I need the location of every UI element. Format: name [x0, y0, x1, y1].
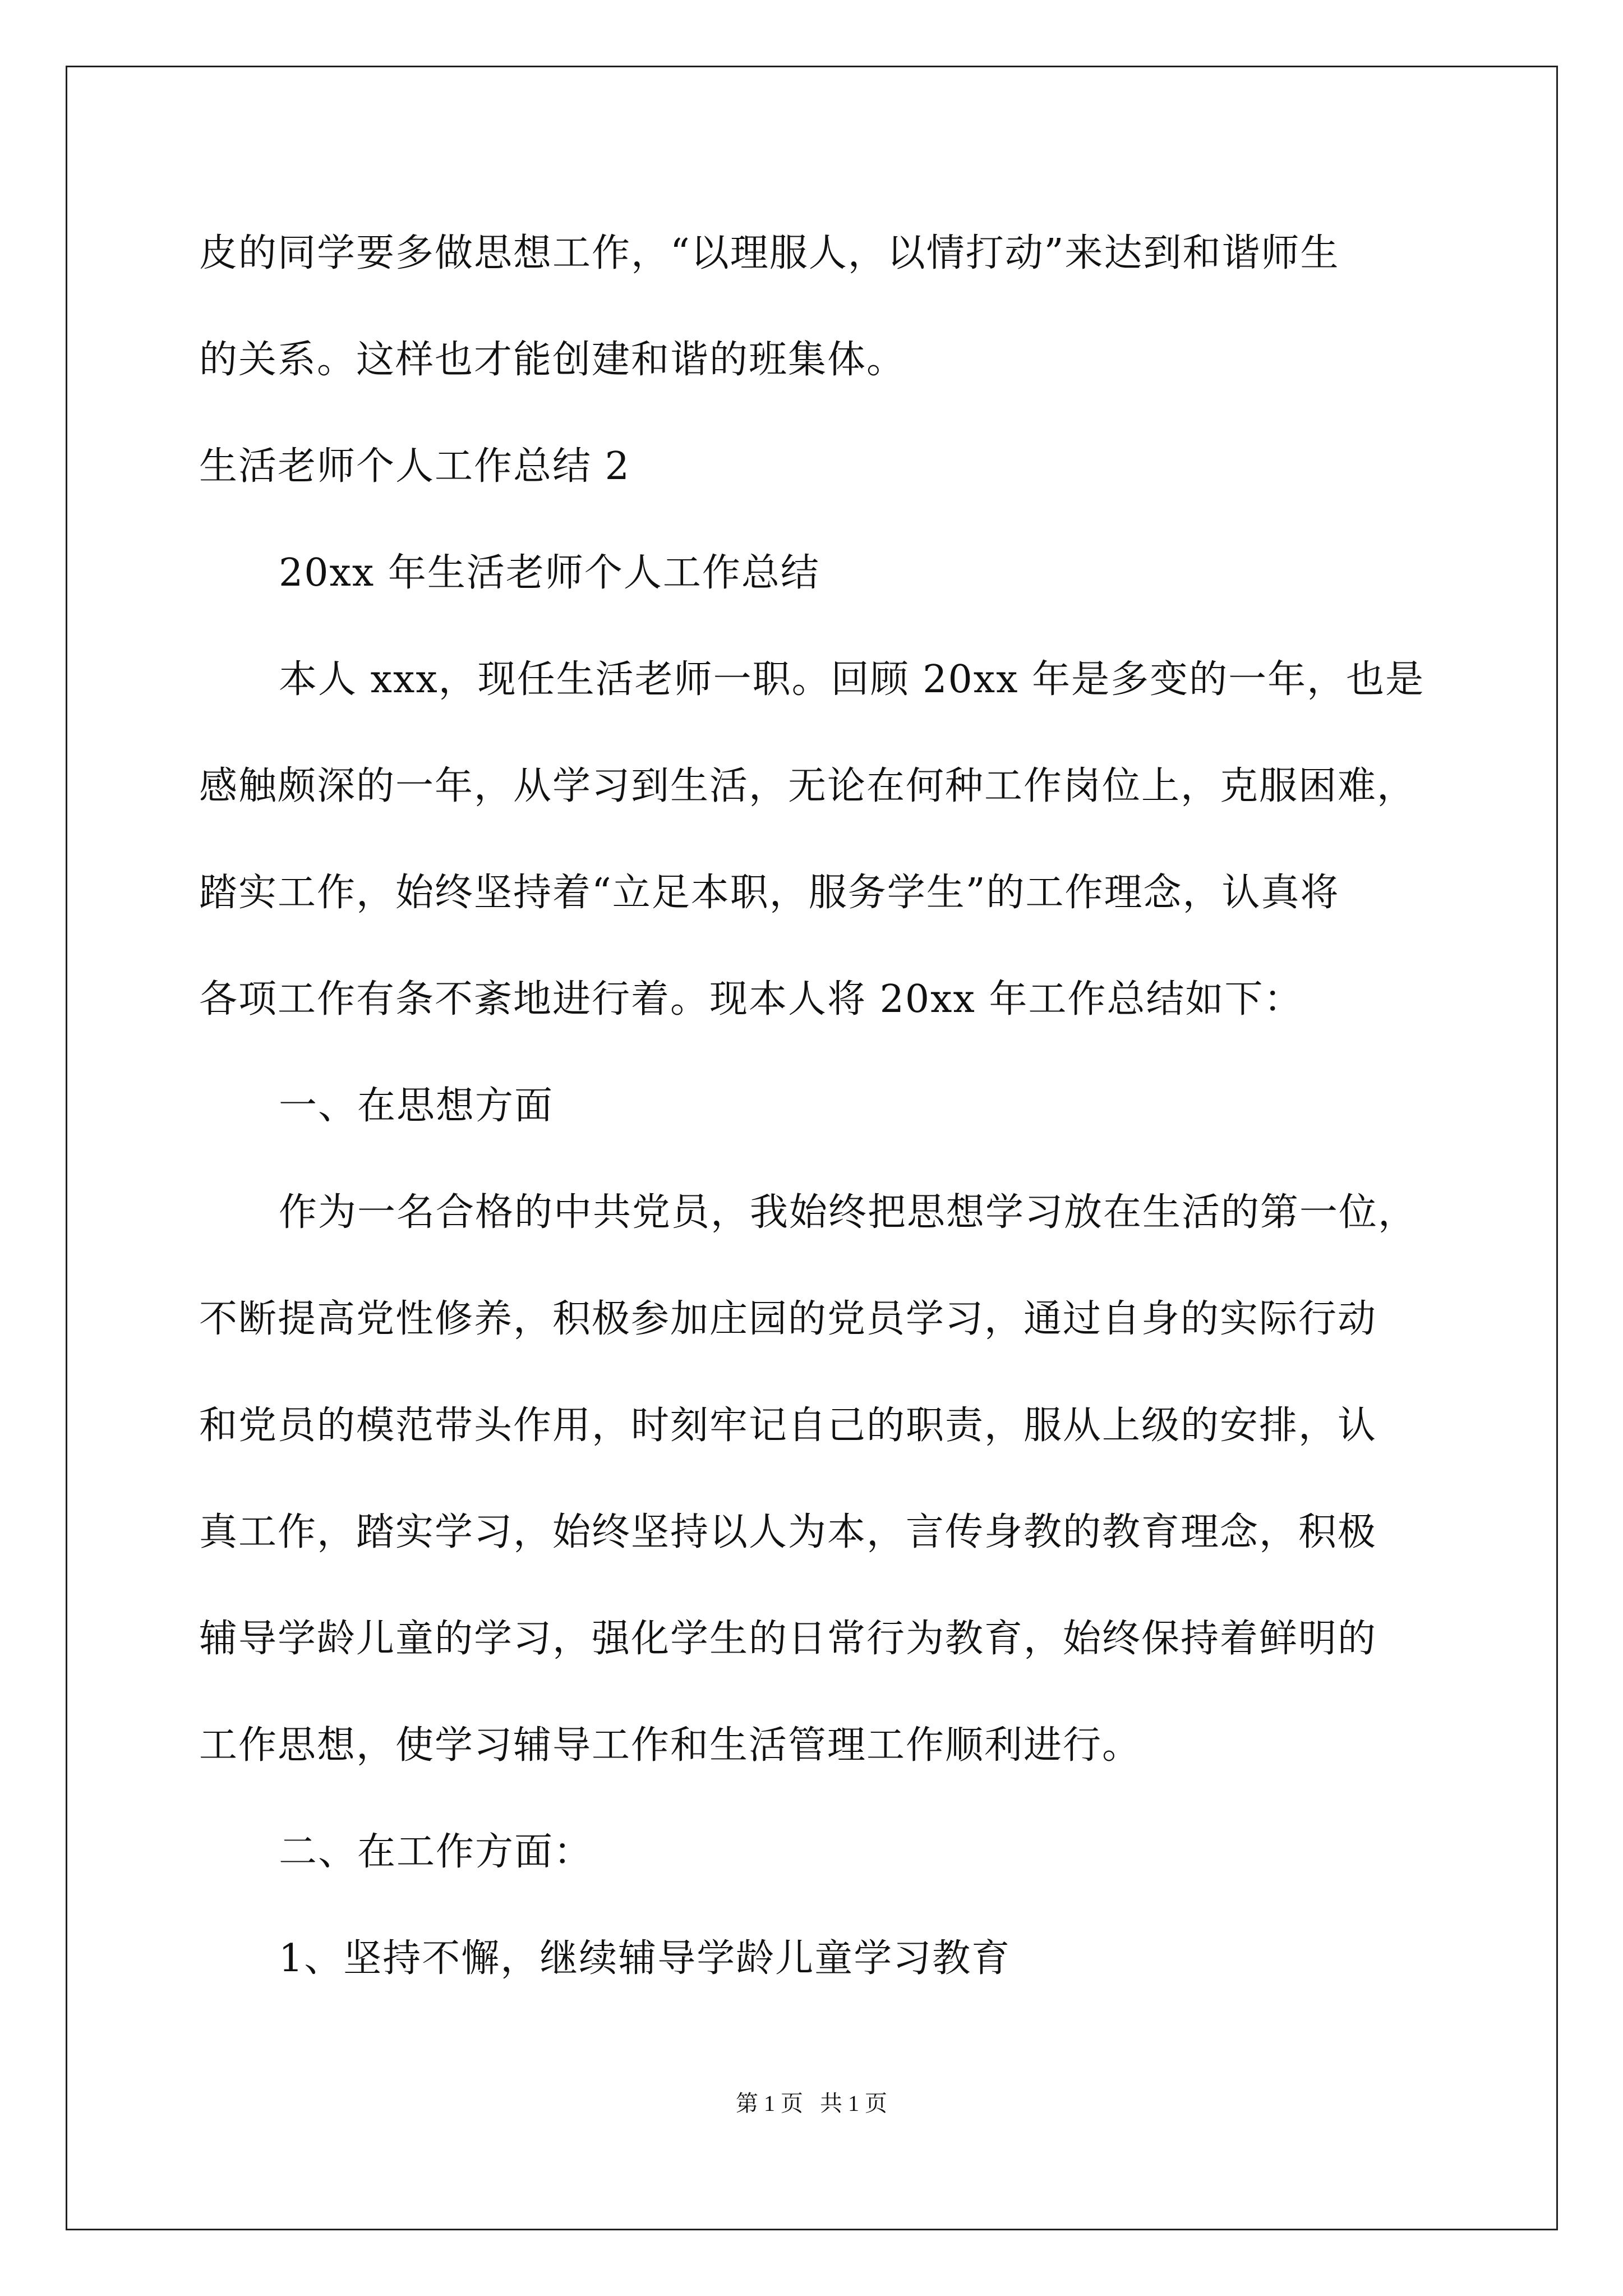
page-footer: 第 1 页 共 1 页 [736, 2091, 887, 2116]
body-text-line: 踏实工作，始终坚持着“立足本职，服务学生”的工作理念，认真将 [199, 871, 1340, 915]
list-item: 1、坚持不懈，继续辅导学龄儿童学习教育 [279, 1936, 1011, 1981]
body-text-line: 本人 xxx，现任生活老师一职。回顾 20xx 年是多变的一年，也是 [279, 657, 1425, 702]
subsection-heading: 一、在思想方面 [279, 1084, 554, 1128]
body-text-line: 不断提高党性修养，积极参加庄园的党员学习，通过自身的实际行动 [199, 1297, 1377, 1341]
article-title: 20xx 年生活老师个人工作总结 [279, 551, 820, 595]
body-text-line: 各项工作有条不紊地进行着。现本人将 20xx 年工作总结如下： [199, 977, 1303, 1022]
subsection-heading: 二、在工作方面： [279, 1830, 593, 1874]
body-text-line: 辅导学龄儿童的学习，强化学生的日常行为教育，始终保持着鲜明的 [199, 1617, 1377, 1661]
body-text-line: 真工作，踏实学习，始终坚持以人为本，言传身教的教育理念，积极 [199, 1510, 1377, 1554]
body-text-line: 皮的同学要多做思想工作，“以理服人，以情打动”来达到和谐师生 [199, 231, 1340, 275]
section-heading: 生活老师个人工作总结 2 [199, 444, 630, 489]
body-text-line: 工作思想，使学习辅导工作和生活管理工作顺利进行。 [199, 1723, 1142, 1768]
body-text-line: 感触颇深的一年，从学习到生活，无论在何种工作岗位上，克服困难， [199, 764, 1417, 808]
body-text-line: 和党员的模范带头作用，时刻牢记自己的职责，服从上级的安排，认 [199, 1404, 1377, 1448]
body-text-line: 的关系。这样也才能创建和谐的班集体。 [199, 338, 906, 382]
body-text-line: 作为一名合格的中共党员，我始终把思想学习放在生活的第一位， [279, 1190, 1418, 1235]
page-border [66, 66, 1558, 2230]
